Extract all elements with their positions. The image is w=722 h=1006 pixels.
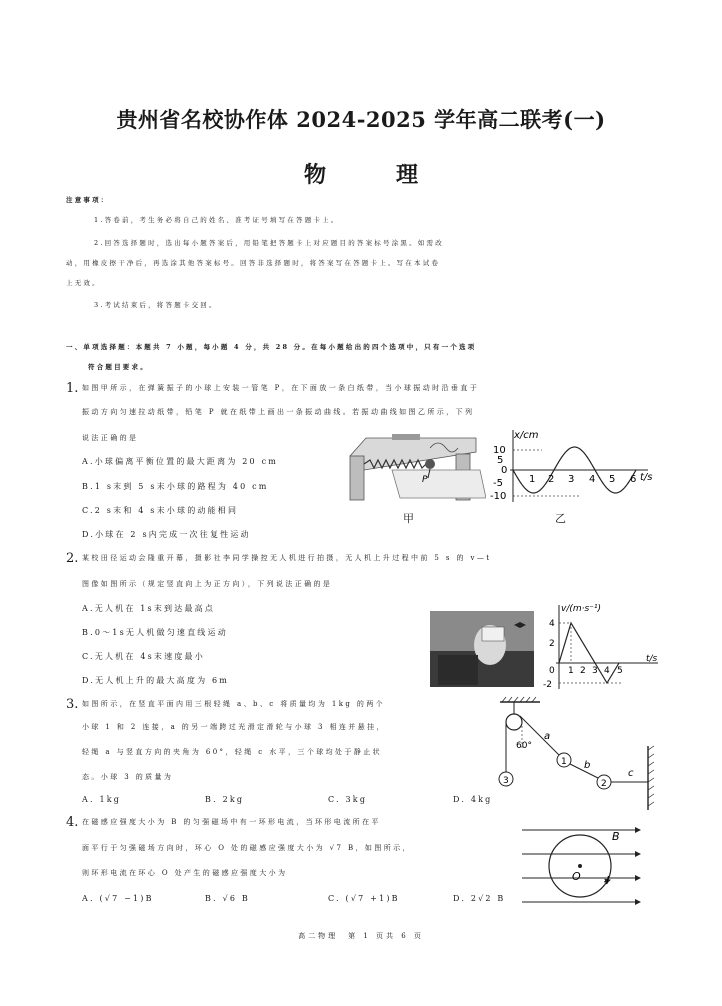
notice-item-2c: 上无效。 [66, 279, 101, 287]
y-tick-10: 10 [493, 445, 506, 456]
q3-option-c: C. 3kg [328, 795, 368, 804]
pull-mechanism [392, 434, 420, 440]
x-tick-3: 3 [568, 474, 575, 485]
y-tick-neg5: -5 [493, 478, 503, 489]
subject-title: 物 理 [303, 162, 442, 188]
x-tick-2: 2 [548, 474, 555, 485]
section-heading-line1: 一、单项选择题：本题共 7 小题，每小题 4 分，共 28 分。在每小题给出的四个选项中，只有一个选项 [66, 343, 477, 351]
y-tick-4: 4 [549, 619, 555, 629]
section-heading-line2: 符合题目要求。 [88, 363, 149, 371]
current-label: I [606, 874, 610, 887]
x-axis-label: t/s [640, 472, 653, 483]
q3-stem-line1: 如图所示，在竖直平面内用三根轻绳 a、b、c 将质量均为 1kg 的两个 [82, 700, 386, 708]
q3-figure-pulley [494, 696, 660, 812]
q2-option-a: A.无人机在 1s末到达最高点 [82, 604, 216, 613]
q1-figure-left-caption: 甲 [403, 512, 414, 525]
drone-controller [482, 627, 504, 641]
q4-option-c: C. (√7 +1)B [328, 894, 400, 903]
y-axis-label: x/cm [514, 430, 539, 441]
paper-strip [392, 470, 486, 498]
ball-1-label: 1 [561, 757, 567, 767]
q1-stem-line1: 如图甲所示，在弹簧振子的小球上安装一管笔 P，在下面放一条白纸带，当小球振动时沿垂直于 [82, 384, 480, 392]
q3-stem-line4: 态。小球 3 的质量为 [82, 773, 174, 781]
notice-item-2b: 动，用橡皮擦干净后，再选涂其他答案标号。回答非选择题时，将答案写在答题卡上。写在本试卷 [66, 259, 441, 267]
angle-label: 60° [516, 741, 532, 751]
q1-option-b: B.1 s末到 5 s末小球的路程为 40 cm [82, 482, 269, 491]
q1-option-c: C.2 s末和 4 s末小球的动能相同 [82, 506, 239, 515]
ceiling-hatch [502, 697, 536, 702]
rope-b-label: b [584, 760, 591, 771]
q2-option-b: B.0～1s无人机做匀速直线运动 [82, 628, 228, 637]
center-label: O [572, 870, 581, 883]
notice-heading: 注意事项： [66, 196, 110, 204]
rope-a-label: a [544, 731, 551, 742]
x-tick-6: 6 [630, 474, 637, 485]
y-tick-0: 0 [549, 666, 555, 676]
y-axis-label: v/(m·s⁻¹) [561, 604, 602, 614]
q3-option-d: D. 4kg [453, 795, 493, 804]
q4-stem-line3: 则环形电流在环心 O 处产生的磁感应强度大小为 [82, 869, 288, 877]
q1-stem-line2: 振动方向匀速拉动纸带，铅笔 P 就在纸带上画出一条振动曲线。若振动曲线如图乙所示，下列 [82, 408, 475, 416]
q4-stem-line2: 面平行于匀强磁场方向时，环心 O 处的磁感应强度大小为 √7 B，如图所示， [82, 844, 412, 852]
notice-item-1: 1.答卷前，考生务必将自己的姓名、准考证号填写在答题卡上。 [94, 216, 340, 224]
x-axis-label: t/s [646, 654, 658, 664]
q1-figure-right-caption: 乙 [555, 512, 566, 525]
q2-stem-line2: 图像如图所示（规定竖直向上为正方向），下列说法正确的是 [82, 580, 333, 588]
exam-title: 贵州省名校协作体 2024-2025 学年高二联考(一) [116, 107, 606, 132]
q4-number: 4. [66, 815, 79, 830]
x-tick-3: 3 [592, 666, 598, 676]
q3-option-a: A. 1kg [82, 795, 122, 804]
page-footer: 高二物理 第 1 页共 6 页 [298, 932, 424, 940]
q1-number: 1. [66, 381, 79, 396]
q1-option-a: A.小球偏离平衡位置的最大距离为 20 cm [82, 457, 279, 466]
ball-3-label: 3 [503, 776, 509, 786]
q1-option-d: D.小球在 2 s内完成一次往复性运动 [82, 530, 251, 539]
q2-option-c: C.无人机在 4s末速度最小 [82, 652, 205, 661]
x-tick-1: 1 [568, 666, 574, 676]
center-dot [578, 864, 582, 868]
x-tick-4: 4 [589, 474, 596, 485]
rope-c-label: c [628, 768, 634, 779]
q2-number: 2. [66, 551, 79, 566]
q3-option-b: B. 2kg [205, 795, 245, 804]
y-tick-0: 0 [501, 465, 508, 476]
q3-number: 3. [66, 697, 79, 712]
ball-2-label: 2 [601, 779, 607, 789]
q3-stem-line3: 轻绳 a 与竖直方向的夹角为 60°，轻绳 c 水平，三个球均处于静止状 [82, 748, 383, 756]
x-tick-2: 2 [580, 666, 586, 676]
x-tick-4: 4 [604, 666, 610, 676]
q2-option-d: D.无人机上升的最大高度为 6m [82, 676, 230, 685]
q4-option-b: B. √6 B [205, 894, 250, 903]
y-tick-5: 5 [497, 455, 504, 466]
q1-figure-xt-graph [490, 426, 660, 508]
notice-item-2a: 2.回答选择题时，选出每小题答案后，用铅笔把答题卡上对应题目的答案标号涂黑。如需改 [94, 239, 444, 247]
q1-figure-oscillator [346, 426, 486, 506]
q2-drone-photo [430, 611, 534, 687]
notice-item-3: 3.考试结束后，将答题卡交回。 [94, 301, 218, 309]
q2-figure-vt-graph [536, 599, 662, 695]
field-label: B [612, 830, 620, 843]
oscillator-ball [425, 459, 435, 469]
x-tick-5: 5 [617, 666, 623, 676]
y-tick-neg2: -2 [543, 680, 552, 690]
q4-figure-current-loop [516, 818, 658, 908]
q1-stem-line3: 说法正确的是 [82, 434, 139, 442]
pen-label: P [422, 475, 428, 485]
y-tick-neg10: -10 [490, 491, 507, 502]
q3-stem-line2: 小球 1 和 2 连接，a 的另一端跨过光滑定滑轮与小球 3 相连并悬挂， [82, 723, 386, 731]
oscillator-left-post [350, 456, 364, 500]
q2-stem-line1: 某校田径运动会隆重开幕，摄影社李同学操控无人机进行拍摄，无人机上升过程中前 5 s 的 v—t [82, 554, 492, 562]
wall-hatch [648, 746, 654, 806]
q4-stem-line1: 在磁感应强度大小为 B 的匀强磁场中有一环形电流，当环形电流所在平 [82, 818, 381, 826]
x-tick-1: 1 [529, 474, 536, 485]
x-tick-5: 5 [609, 474, 616, 485]
q4-option-a: A. (√7 −1)B [82, 894, 154, 903]
q4-option-d: D. 2√2 B [453, 894, 506, 903]
y-tick-2: 2 [549, 639, 555, 649]
pulley [506, 714, 522, 730]
